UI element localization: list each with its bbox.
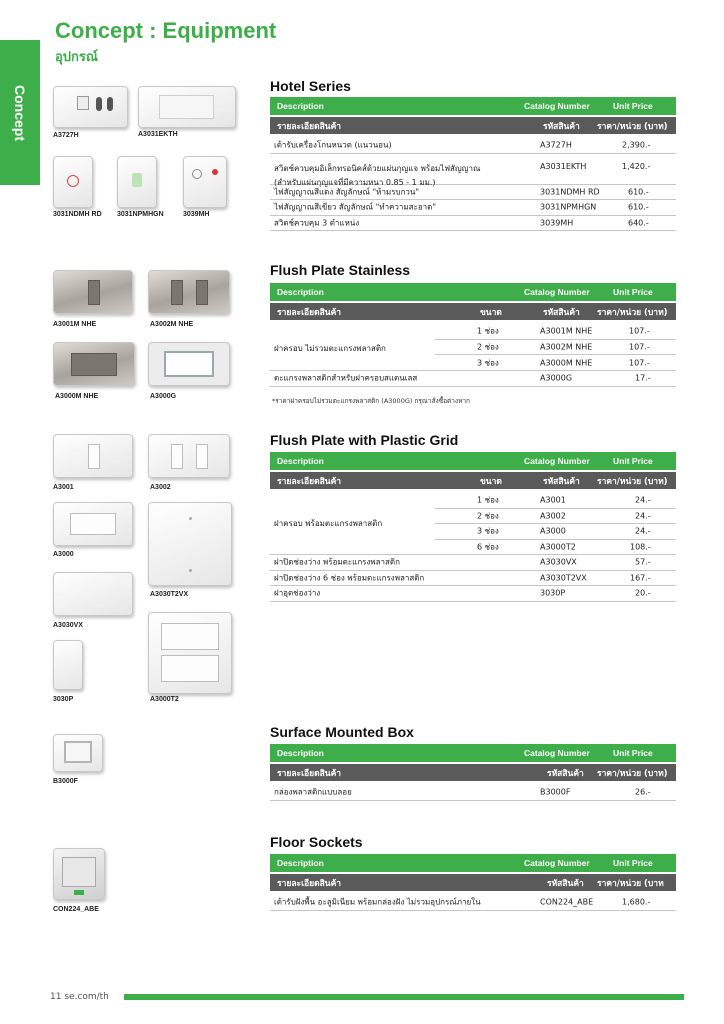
product-label: A3001M NHE [53, 321, 97, 328]
row-price: 24.- [635, 495, 651, 505]
brand-mark-icon [74, 890, 84, 895]
row-price: 17.- [635, 373, 651, 383]
product-label: A3000G [150, 393, 177, 400]
table-row [270, 216, 676, 232]
floor-title: Floor Sockets [270, 834, 363, 850]
row-code: A3727H [540, 140, 572, 150]
product-a3001m-nhe-image [53, 270, 133, 314]
row-price: 57.- [635, 557, 651, 567]
plate-opening [161, 623, 219, 650]
row-desc: เต้ารับฝังพื้น อะลูมิเนียม พร้อมกล่องฝัง ไม่รวมอุปกรณ์ภายใน [274, 897, 481, 907]
header-catalog: Catalog Number [524, 101, 590, 111]
plastic-grid-frame [164, 351, 214, 377]
floor-socket-lid [62, 857, 96, 887]
table-row [435, 540, 676, 556]
product-a3000-image [53, 502, 133, 546]
table-header-en [270, 283, 676, 301]
header-description: Description [277, 748, 324, 758]
header-description: Description [277, 287, 324, 297]
product-a3030vx-image [53, 572, 133, 616]
product-label: A3030VX [53, 622, 83, 629]
row-price: 26.- [635, 787, 651, 797]
row-desc-note: (สำหรับแผ่นกุญแจที่มีความหนา 0.85 - 1 มม.) [274, 177, 436, 187]
key-card-slot-icon [159, 95, 214, 119]
switch-symbol-icon [192, 169, 202, 179]
row-price: 610.- [628, 202, 649, 212]
row-code: A3002M NHE [540, 342, 593, 352]
product-label: 3031NDMH RD [53, 211, 102, 218]
plate-opening [70, 513, 116, 535]
row-price: 24.- [635, 526, 651, 536]
header-price-th: ราคา/หน่วย (บาท) [597, 307, 668, 318]
row-desc: ไฟสัญญาณสีแดง สัญลักษณ์ "ห้ามรบกวน" [274, 187, 420, 197]
table-header-en [270, 452, 676, 470]
header-price: Unit Price [613, 456, 653, 466]
product-label: CON224_ABE [53, 906, 99, 913]
product-a3727h-image [53, 86, 128, 128]
surface-table [270, 744, 676, 801]
screw-icon [189, 517, 192, 520]
box-cavity [64, 741, 92, 763]
socket-hole-icon [96, 97, 102, 111]
table-row [435, 509, 676, 525]
floor-table [270, 854, 676, 911]
stainless-table [270, 283, 676, 387]
side-tab-label: Concept [12, 84, 28, 141]
product-label: A3000M NHE [55, 393, 99, 400]
product-b3000f-image [53, 734, 103, 772]
product-label: B3000F [53, 778, 78, 785]
header-description-th: รายละเอียดสินค้า [277, 878, 342, 889]
row-desc: ฝาปิดช่องว่าง 6 ช่อง พร้อมตะแกรงพลาสติก [274, 573, 425, 583]
table-header-en [270, 97, 676, 115]
plate-opening [88, 280, 100, 305]
row-size: 3 ช่อง [477, 526, 499, 536]
plate-opening [171, 444, 183, 469]
indicator-light-icon [212, 169, 218, 175]
product-a3000t2-image [148, 612, 232, 694]
header-catalog: Catalog Number [524, 748, 590, 758]
row-size: 1 ช่อง [477, 326, 499, 336]
table-row [270, 200, 676, 216]
row-price: 107.- [629, 326, 650, 336]
table-row [270, 586, 676, 602]
plastic-title: Flush Plate with Plastic Grid [270, 432, 459, 448]
plate-opening [171, 280, 183, 305]
table-row [270, 185, 676, 201]
table-header-th [270, 303, 676, 320]
group-desc: ฝาครอบ ไม่รวมตะแกรงพลาสติก [274, 344, 386, 353]
header-description-th: รายละเอียดสินค้า [277, 476, 342, 487]
table-row [270, 895, 676, 911]
row-desc: สวิตช์ควบคุมอิเล็กทรอนิคส์ด้วยแผ่นกุญแจ พร้อมไฟสัญญาณ [274, 163, 481, 173]
header-price-th: ราคา/หน่วย (บาท) [597, 768, 668, 779]
header-size-th: ขนาด [480, 476, 502, 487]
group-desc: ฝาครอบ พร้อมตะแกรงพลาสติก [274, 519, 383, 528]
row-code: A3001M NHE [540, 326, 593, 336]
screw-icon [189, 569, 192, 572]
product-label: A3030T2VX [150, 591, 189, 598]
row-code: 3030P [540, 588, 566, 598]
plastic-group [270, 493, 676, 555]
row-code: A3000M NHE [540, 358, 593, 368]
table-row [435, 324, 676, 340]
header-code-th: รหัสสินค้า [543, 476, 580, 487]
row-code: 3039MH [540, 218, 574, 228]
table-header-en [270, 854, 676, 872]
row-code: A3000 [540, 526, 566, 536]
product-label: A3002M NHE [150, 321, 194, 328]
plate-opening [71, 353, 117, 376]
header-code-th: รหัสสินค้า [547, 768, 584, 779]
stainless-title: Flush Plate Stainless [270, 262, 411, 278]
product-label: A3031EKTH [138, 131, 178, 138]
hotel-series-title: Hotel Series [270, 78, 351, 94]
product-a3000m-nhe-image [53, 342, 135, 386]
row-desc: ฝาอุดช่องว่าง [274, 588, 321, 598]
header-catalog: Catalog Number [524, 456, 590, 466]
product-label: A3001 [53, 484, 74, 491]
header-price-th: ราคา/หน่วย (บาท) [597, 476, 668, 487]
header-price: Unit Price [613, 287, 653, 297]
table-row [270, 154, 676, 185]
row-code: A3031EKTH [540, 161, 587, 171]
row-size: 6 ช่อง [477, 542, 499, 552]
row-desc: สวิตช์ควบคุม 3 ตำแหน่ง [274, 218, 360, 228]
surface-title: Surface Mounted Box [270, 724, 414, 740]
table-header-th [270, 117, 676, 134]
row-desc: เต้ารับเครื่องโกนหนวด (แนวนอน) [274, 140, 392, 150]
row-code: B3000F [540, 787, 571, 797]
row-price: 1,420.- [622, 161, 651, 171]
clean-room-icon [132, 173, 142, 187]
header-code-th: รหัสสินค้า [547, 878, 584, 889]
product-3030p-image [53, 640, 83, 690]
product-a3001-image [53, 434, 133, 478]
header-size-th: ขนาด [480, 307, 502, 318]
product-3031npmhgn-image [117, 156, 157, 208]
footer-page-url: 11 se.com/th [50, 992, 109, 1002]
table-row [435, 340, 676, 356]
product-a3031ekth-image [138, 86, 236, 128]
row-price: 24.- [635, 511, 651, 521]
row-code: A3001 [540, 495, 566, 505]
row-price: 20.- [635, 588, 651, 598]
header-catalog: Catalog Number [524, 287, 590, 297]
product-a3030t2vx-image [148, 502, 232, 586]
side-tab [0, 40, 40, 185]
hotel-series-table [270, 97, 676, 231]
row-price: 2,390.- [622, 140, 651, 150]
product-label: 3039MH [183, 211, 210, 218]
header-description: Description [277, 456, 324, 466]
row-code: A3000T2 [540, 542, 576, 552]
row-size: 3 ช่อง [477, 358, 499, 368]
product-3039mh-image [183, 156, 227, 208]
table-header-th [270, 472, 676, 489]
row-price: 107.- [629, 342, 650, 352]
table-row [435, 355, 676, 371]
table-row [270, 371, 676, 387]
table-header-th [270, 874, 676, 891]
plate-opening [88, 444, 100, 469]
product-label: 3030P [53, 696, 74, 703]
socket-hole-icon [107, 97, 113, 111]
table-row [270, 785, 676, 801]
row-price: 107.- [629, 358, 650, 368]
header-price: Unit Price [613, 101, 653, 111]
table-row [270, 138, 676, 154]
table-header-th [270, 764, 676, 781]
header-code-th: รหัสสินค้า [543, 307, 580, 318]
row-price: 610.- [628, 187, 649, 197]
plate-opening [196, 280, 208, 305]
header-description-th: รายละเอียดสินค้า [277, 768, 342, 779]
header-description-th: รายละเอียดสินค้า [277, 121, 342, 132]
plate-opening [196, 444, 208, 469]
product-label: A3000T2 [150, 696, 179, 703]
row-code: A3030VX [540, 557, 577, 567]
row-size: 2 ช่อง [477, 342, 499, 352]
header-price: Unit Price [613, 858, 653, 868]
row-desc: ไฟสัญญาณสีเขียว สัญลักษณ์ "ทำความสะอาด" [274, 202, 437, 212]
plastic-table [270, 452, 676, 602]
header-catalog: Catalog Number [524, 858, 590, 868]
row-price: 640.- [628, 218, 649, 228]
table-row [435, 493, 676, 509]
page-subtitle: อุปกรณ์ [55, 50, 98, 65]
table-row [270, 555, 676, 571]
stainless-group [270, 324, 676, 371]
product-label: A3000 [53, 551, 74, 558]
row-desc: กล่องพลาสติกแบบลอย [274, 787, 352, 797]
footer-bar [124, 994, 684, 1000]
product-label: A3002 [150, 484, 171, 491]
row-price: 1,680.- [622, 897, 651, 907]
product-a3002-image [148, 434, 230, 478]
table-row [435, 524, 676, 540]
shaver-socket-icon [77, 96, 89, 110]
row-code: 3031NPMHGN [540, 202, 597, 212]
row-size: 2 ช่อง [477, 511, 499, 521]
header-price: Unit Price [613, 748, 653, 758]
header-price-th: ราคา/หน่วย (บาท [597, 878, 664, 889]
row-code: CON224_ABE [540, 897, 594, 907]
plate-opening [161, 655, 219, 682]
row-desc: ฝาปิดช่องว่าง พร้อมตะแกรงพลาสติก [274, 557, 400, 567]
row-code: A3000G [540, 373, 573, 383]
table-header-en [270, 744, 676, 762]
page-title: Concept : Equipment [55, 18, 277, 43]
product-label: 3031NPMHGN [117, 211, 164, 218]
product-label: A3727H [53, 132, 79, 139]
header-description: Description [277, 858, 324, 868]
row-size: 1 ช่อง [477, 495, 499, 505]
product-3031ndmh-rd-image [53, 156, 93, 208]
row-code: 3031NDMH RD [540, 187, 600, 197]
row-price: 167.- [630, 573, 651, 583]
header-code-th: รหัสสินค้า [543, 121, 580, 132]
product-a3000g-image [148, 342, 230, 386]
header-description-th: รายละเอียดสินค้า [277, 307, 342, 318]
header-description: Description [277, 101, 324, 111]
header-price-th: ราคา/หน่วย (บาท) [597, 121, 668, 132]
row-price: 108.- [630, 542, 651, 552]
product-con224-abe-image [53, 848, 105, 900]
row-desc: ตะแกรงพลาสติกสำหรับฝาครอบสแตนเลส [274, 373, 418, 383]
row-code: A3002 [540, 511, 566, 521]
do-not-disturb-icon [67, 175, 79, 187]
product-a3002m-nhe-image [148, 270, 230, 314]
row-code: A3030T2VX [540, 573, 587, 583]
stainless-note: *ราคาฝาครอบไม่รวมตะแกรงพลาสติก (A3000G) กรุณาสั่งซื้อต่างหาก [272, 397, 470, 405]
table-row [270, 571, 676, 587]
